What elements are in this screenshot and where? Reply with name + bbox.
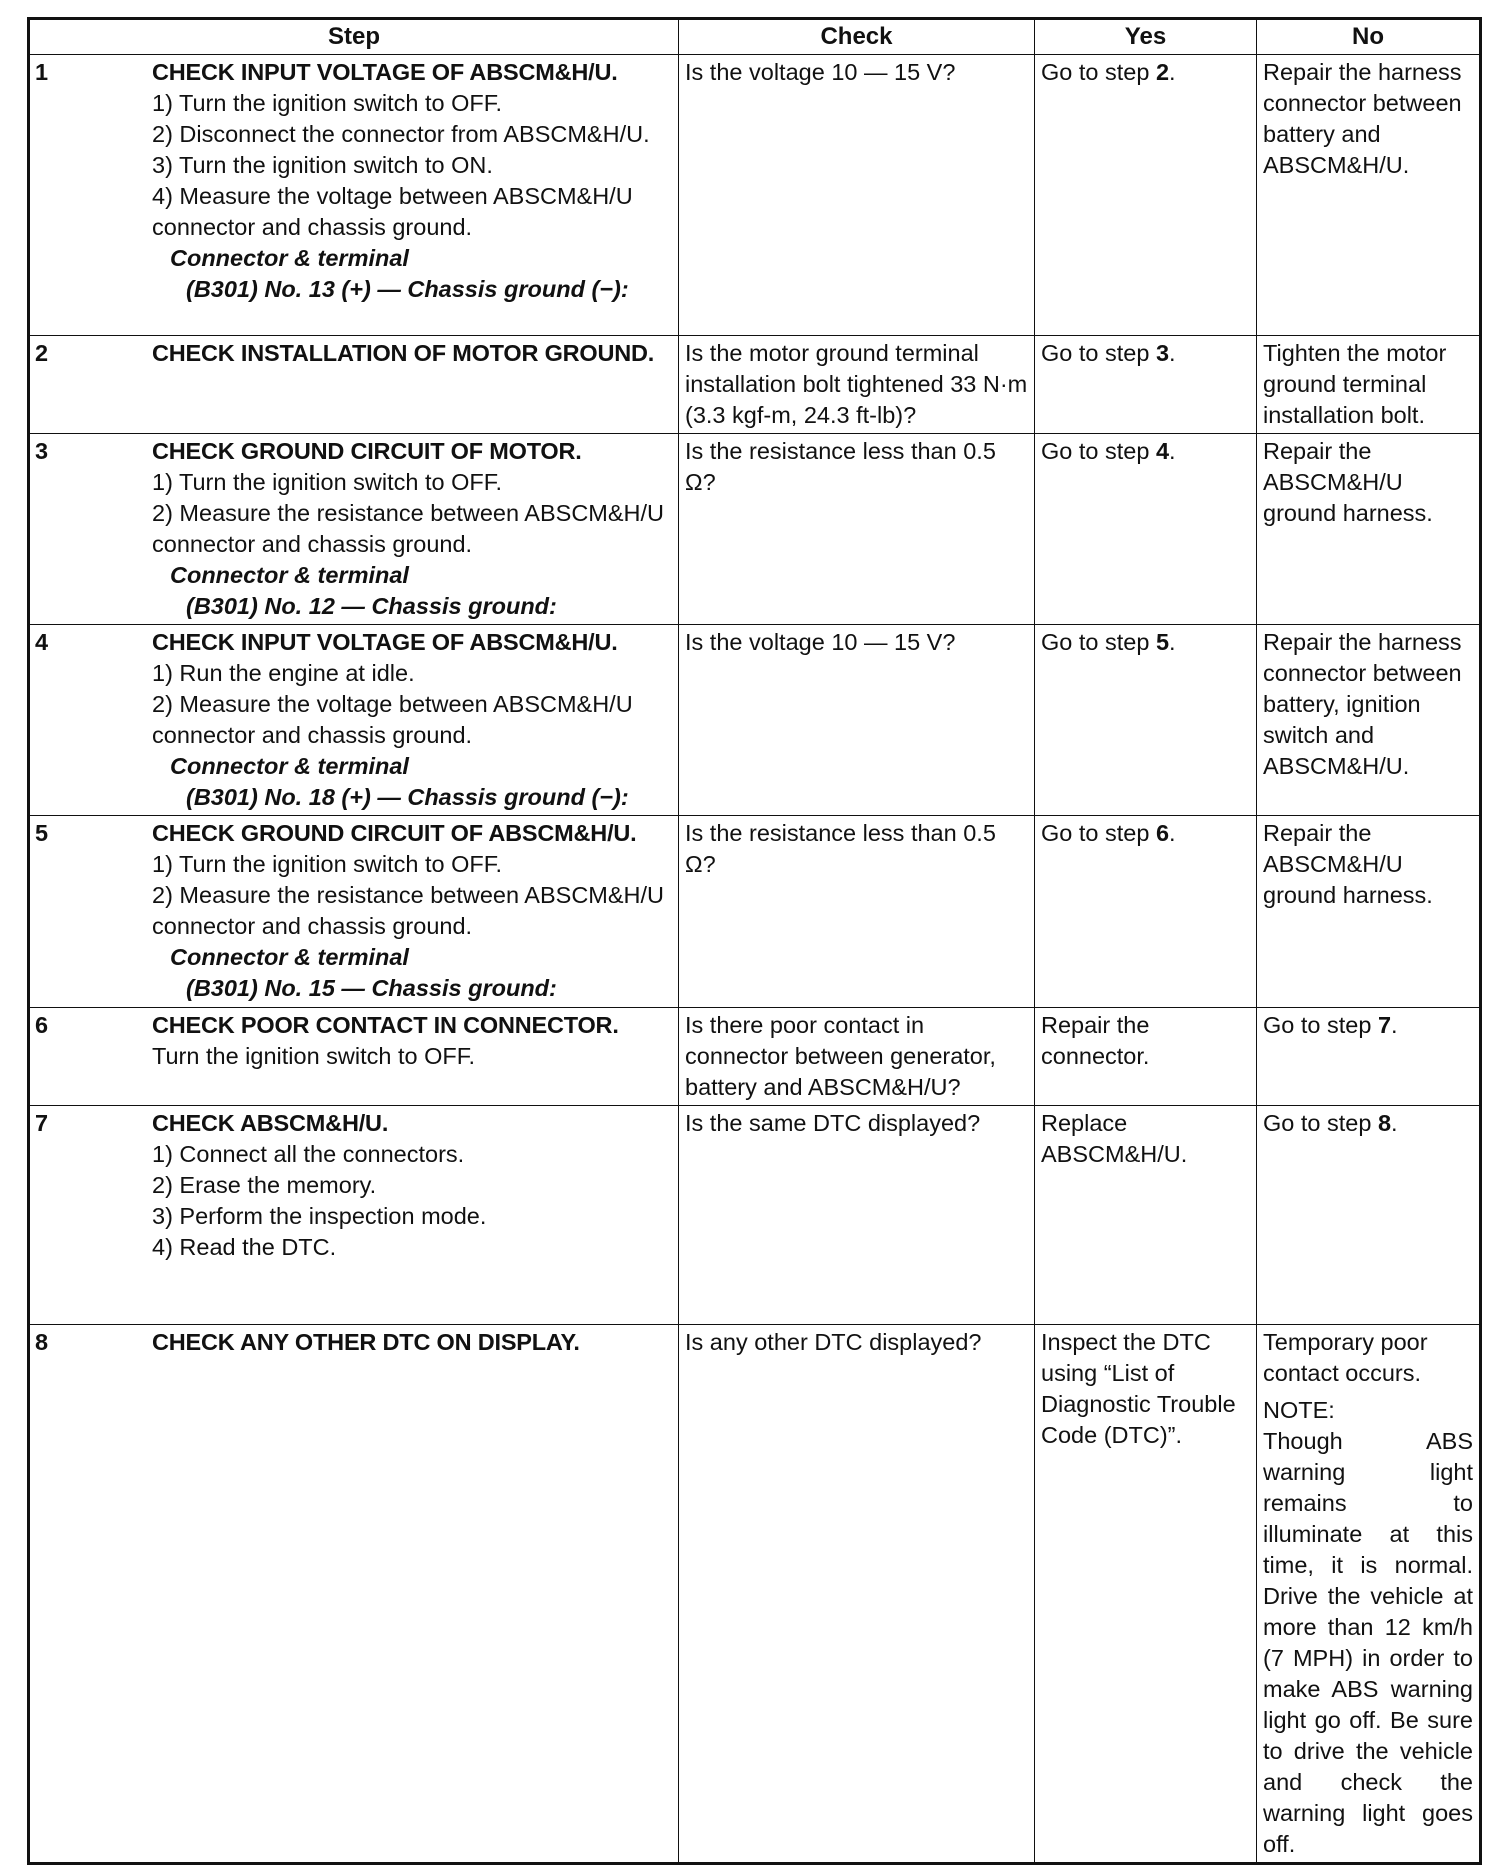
step-title: CHECK GROUND CIRCUIT OF MOTOR. [152,438,582,464]
yes-suffix: . [1169,820,1176,846]
step-title: CHECK INPUT VOLTAGE OF ABSCM&H/U. [152,59,618,85]
step-title: CHECK ABSCM&H/U. [152,1110,389,1136]
header-no: No [1257,19,1481,55]
table-row [29,1325,1481,1864]
yes-step: 6 [1155,820,1170,846]
check-cell: Is the voltage 10 — 15 V? [679,55,1035,336]
yes-suffix: . [1169,438,1176,464]
note-text: Though ABS warning light remains to illuminate at this time, it is normal. Drive the vehicle at more than 12 km/h (7 MPH) in order to make ABS warning light go off. Be sure to drive the vehicle and check the warning light goes off. [1263,1428,1473,1857]
step-line: 1) Turn the ignition switch to OFF. [152,469,503,495]
check-cell: Is the resistance less than 0.5 Ω? [679,816,1035,1008]
no-cell [1257,1106,1481,1325]
header-step: Step [29,19,679,55]
no-cell: Tighten the motor ground terminal installation bolt. [1257,336,1481,434]
connector-label: Connector & terminal [170,753,409,779]
no-cell: Repair the ABSCM&H/U ground harness. [1257,816,1481,1008]
step-line: 3) Perform the inspection mode. [152,1203,487,1229]
step-line: 1) Turn the ignition switch to OFF. [152,90,503,116]
step-title: CHECK INPUT VOLTAGE OF ABSCM&H/U. [152,629,618,655]
step-line: 2) Erase the memory. [152,1172,377,1198]
step-line: 4) Measure the voltage between ABSCM&H/U connector and chassis ground. [152,183,633,240]
step-cell [29,434,679,625]
no-cell: Repair the harness connector between battery and ABSCM&H/U. [1257,55,1481,336]
step-line: 2) Measure the voltage between ABSCM&H/U connector and chassis ground. [152,691,633,748]
step-cell [29,1325,679,1864]
table-row [29,55,1481,336]
yes-step: 4 [1155,438,1170,464]
step-line: 2) Disconnect the connector from ABSCM&H/U. [152,121,650,147]
note-label: NOTE: [1263,1397,1335,1423]
no-cell [1257,1325,1481,1864]
connector-terminal: (B301) No. 18 (+) — Chassis ground (−): [186,784,629,810]
yes-prefix: Go to step [1041,438,1156,464]
yes-prefix: Go to step [1041,340,1156,366]
step-line: Turn the ignition switch to OFF. [152,1043,476,1069]
check-cell: Is any other DTC displayed? [679,1325,1035,1864]
step-number: 7 [35,1110,49,1136]
step-title: CHECK POOR CONTACT IN CONNECTOR. [152,1012,619,1038]
yes-step: 5 [1155,629,1170,655]
yes-suffix: . [1169,629,1176,655]
step-line: 1) Connect all the connectors. [152,1141,465,1167]
yes-prefix: Go to step [1041,629,1156,655]
diagnostic-table [27,17,1482,1865]
yes-cell [1035,336,1257,434]
yes-cell [1035,625,1257,816]
step-title: CHECK ANY OTHER DTC ON DISPLAY. [152,1329,580,1355]
step-line: 2) Measure the resistance between ABSCM&H/U connector and chassis ground. [152,500,665,557]
no-suffix: . [1391,1110,1398,1136]
yes-cell [1035,55,1257,336]
step-cell [29,55,679,336]
table-row [29,434,1481,625]
yes-suffix: . [1169,340,1176,366]
connector-label: Connector & terminal [170,245,409,271]
connector-terminal: (B301) No. 15 — Chassis ground: [186,975,557,1001]
check-cell: Is the resistance less than 0.5 Ω? [679,434,1035,625]
step-number: 5 [35,820,49,846]
step-line: 2) Measure the resistance between ABSCM&H/U connector and chassis ground. [152,882,665,939]
yes-step: 3 [1155,340,1170,366]
no-step: 7 [1377,1012,1392,1038]
no-cell [1257,1008,1481,1106]
table-row [29,1008,1481,1106]
header-yes: Yes [1035,19,1257,55]
connector-label: Connector & terminal [170,944,409,970]
connector-terminal: (B301) No. 13 (+) — Chassis ground (−): [186,276,629,302]
step-cell [29,1106,679,1325]
yes-step: 2 [1155,59,1170,85]
yes-cell: Inspect the DTC using “List of Diagnostic Trouble Code (DTC)”. [1035,1325,1257,1864]
yes-prefix: Go to step [1041,820,1156,846]
yes-prefix: Go to step [1041,59,1156,85]
step-cell [29,625,679,816]
header-row [29,19,1481,55]
table-row [29,816,1481,1008]
check-cell: Is there poor contact in connector between generator, battery and ABSCM&H/U? [679,1008,1035,1106]
connector-terminal: (B301) No. 12 — Chassis ground: [186,593,557,619]
no-cell: Repair the ABSCM&H/U ground harness. [1257,434,1481,625]
step-number: 1 [35,59,49,85]
step-cell [29,336,679,434]
step-number: 3 [35,438,49,464]
yes-suffix: . [1169,59,1176,85]
step-cell [29,816,679,1008]
no-text: Temporary poor contact occurs. [1263,1329,1428,1386]
step-number: 4 [35,629,49,655]
step-title: CHECK INSTALLATION OF MOTOR GROUND. [152,340,655,366]
no-suffix: . [1391,1012,1398,1038]
check-cell: Is the motor ground terminal installation bolt tightened 33 N·m (3.3 kgf-m, 24.3 ft-lb)? [679,336,1035,434]
no-cell: Repair the harness connector between battery, ignition switch and ABSCM&H/U. [1257,625,1481,816]
step-number: 2 [35,340,49,366]
step-line: 1) Turn the ignition switch to OFF. [152,851,503,877]
yes-cell: Repair the connector. [1035,1008,1257,1106]
step-line: 1) Run the engine at idle. [152,660,415,686]
no-step: 8 [1377,1110,1392,1136]
connector-label: Connector & terminal [170,562,409,588]
check-cell: Is the same DTC displayed? [679,1106,1035,1325]
step-line: 4) Read the DTC. [152,1234,337,1260]
no-prefix: Go to step [1263,1012,1378,1038]
step-number: 6 [35,1012,49,1038]
yes-cell: Replace ABSCM&H/U. [1035,1106,1257,1325]
step-number: 8 [35,1329,49,1355]
no-prefix: Go to step [1263,1110,1378,1136]
step-title: CHECK GROUND CIRCUIT OF ABSCM&H/U. [152,820,637,846]
header-check: Check [679,19,1035,55]
yes-cell [1035,434,1257,625]
table-row [29,625,1481,816]
yes-cell [1035,816,1257,1008]
step-line: 3) Turn the ignition switch to ON. [152,152,493,178]
check-cell: Is the voltage 10 — 15 V? [679,625,1035,816]
table-row [29,1106,1481,1325]
step-cell [29,1008,679,1106]
table-row [29,336,1481,434]
